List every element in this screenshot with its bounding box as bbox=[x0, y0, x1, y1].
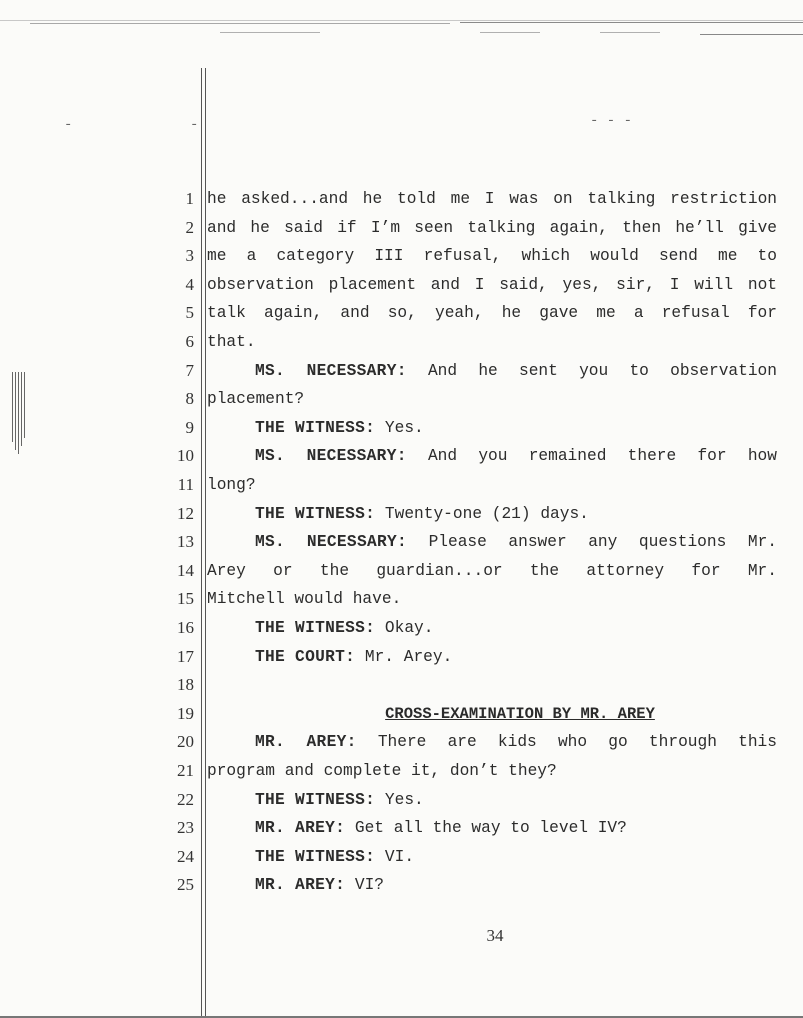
line-number: 8 bbox=[185, 389, 194, 409]
speaker-label: MS. NECESSARY: bbox=[255, 361, 407, 380]
transcript-line bbox=[207, 732, 777, 752]
line-number: 23 bbox=[177, 818, 194, 838]
speaker-label: THE WITNESS: bbox=[255, 790, 376, 809]
transcript-line bbox=[207, 389, 777, 409]
speaker-label: MR. AREY: bbox=[255, 876, 346, 895]
line-number: 2 bbox=[185, 217, 194, 237]
transcript-line bbox=[207, 418, 777, 438]
top-dashes: - - - bbox=[590, 113, 633, 129]
speaker-label: MR. AREY: bbox=[255, 733, 357, 752]
line-number: 12 bbox=[177, 503, 194, 523]
line-content: Mr. Arey. bbox=[364, 647, 453, 666]
transcript-line bbox=[207, 589, 777, 609]
transcript-line bbox=[207, 246, 777, 266]
section-heading: CROSS-EXAMINATION BY MR. AREY bbox=[385, 704, 655, 723]
line-content: he asked...and he told me I was on talking restriction bbox=[207, 190, 777, 208]
speaker-label: MR. AREY: bbox=[255, 819, 346, 838]
line-content: and he said if I’m seen talking again, then he’ll give bbox=[207, 218, 777, 237]
line-number: 20 bbox=[177, 732, 194, 752]
line-number: 11 bbox=[177, 475, 194, 494]
line-content: me a category III refusal, which would send me to bbox=[207, 247, 777, 266]
line-number: 3 bbox=[185, 246, 194, 266]
transcript-line bbox=[207, 332, 777, 352]
page-number: 34 bbox=[486, 926, 504, 945]
transcript-line bbox=[207, 303, 777, 323]
line-number: 24 bbox=[177, 846, 194, 866]
transcript-line bbox=[207, 275, 777, 295]
scan-top-edge bbox=[0, 18, 803, 34]
speaker-label: THE WITNESS: bbox=[255, 504, 376, 523]
transcript-line bbox=[207, 532, 777, 552]
line-number: 4 bbox=[185, 274, 194, 294]
transcript-line bbox=[207, 618, 777, 638]
line-number: 19 bbox=[177, 703, 194, 723]
line-number: 6 bbox=[185, 332, 194, 351]
line-number: 18 bbox=[177, 675, 194, 695]
line-number: 13 bbox=[177, 532, 194, 552]
line-content: Okay. bbox=[384, 619, 434, 637]
transcript-line bbox=[207, 504, 777, 524]
line-content: that. bbox=[207, 333, 256, 351]
line-content: placement? bbox=[207, 390, 305, 409]
left-margin-rule-inner bbox=[205, 68, 206, 1018]
line-content: Get all the way to level IV? bbox=[354, 819, 627, 838]
line-content: Twenty-one (21) days. bbox=[384, 504, 589, 523]
line-content: Mitchell would have. bbox=[207, 590, 402, 609]
speaker-label: MS. NECESSARY: bbox=[255, 447, 407, 466]
speaker-label: THE WITNESS: bbox=[255, 847, 376, 866]
stray-mark: - bbox=[190, 117, 199, 133]
line-content: Yes. bbox=[384, 418, 424, 437]
line-content: Please answer any questions Mr. bbox=[428, 533, 778, 552]
transcript-line bbox=[207, 446, 777, 466]
binding-marks bbox=[10, 372, 26, 454]
line-content: Yes. bbox=[384, 790, 424, 809]
transcript-line bbox=[207, 847, 777, 867]
transcript-line bbox=[207, 189, 777, 209]
transcript-line bbox=[207, 218, 777, 238]
speaker-label: MS. NECESSARY: bbox=[255, 533, 408, 552]
transcript-line bbox=[207, 818, 777, 838]
line-content: Arey or the guardian...or the attorney for Mr. bbox=[207, 561, 777, 580]
line-content: observation placement and I said, yes, sir, I will not bbox=[207, 275, 777, 294]
line-number: 21 bbox=[177, 761, 194, 780]
speaker-label: THE WITNESS: bbox=[255, 619, 376, 637]
left-margin-rule bbox=[201, 68, 202, 1018]
line-number: 9 bbox=[185, 417, 194, 437]
transcript-line bbox=[207, 561, 777, 581]
line-content: long? bbox=[207, 476, 256, 494]
line-content: And you remained there for how bbox=[427, 447, 777, 466]
transcript-line bbox=[207, 790, 777, 810]
speaker-label: THE COURT: bbox=[255, 647, 356, 666]
line-number: 16 bbox=[177, 618, 194, 637]
line-number: 5 bbox=[185, 303, 194, 323]
line-content: VI. bbox=[384, 847, 415, 866]
line-number: 10 bbox=[177, 446, 194, 466]
line-number: 22 bbox=[177, 789, 194, 809]
line-content: There are kids who go through this bbox=[377, 733, 777, 752]
transcript-line bbox=[207, 875, 777, 895]
transcript-line bbox=[207, 761, 777, 781]
transcript-line bbox=[207, 361, 777, 381]
line-content: program and complete it, don’t they? bbox=[207, 762, 557, 780]
transcript-line bbox=[207, 475, 777, 495]
line-number: 14 bbox=[177, 560, 194, 580]
stray-mark: - bbox=[64, 117, 73, 133]
line-content: talk again, and so, yeah, he gave me a refusal for bbox=[207, 304, 777, 323]
line-number: 15 bbox=[177, 589, 194, 609]
line-content: And he sent you to observation bbox=[427, 361, 777, 380]
speaker-label: THE WITNESS: bbox=[255, 418, 376, 437]
line-number: 7 bbox=[185, 360, 194, 380]
transcript-line bbox=[207, 647, 777, 667]
line-content: VI? bbox=[354, 876, 385, 895]
line-number: 25 bbox=[177, 875, 194, 895]
line-number: 17 bbox=[177, 646, 194, 666]
line-number: 1 bbox=[185, 189, 194, 208]
